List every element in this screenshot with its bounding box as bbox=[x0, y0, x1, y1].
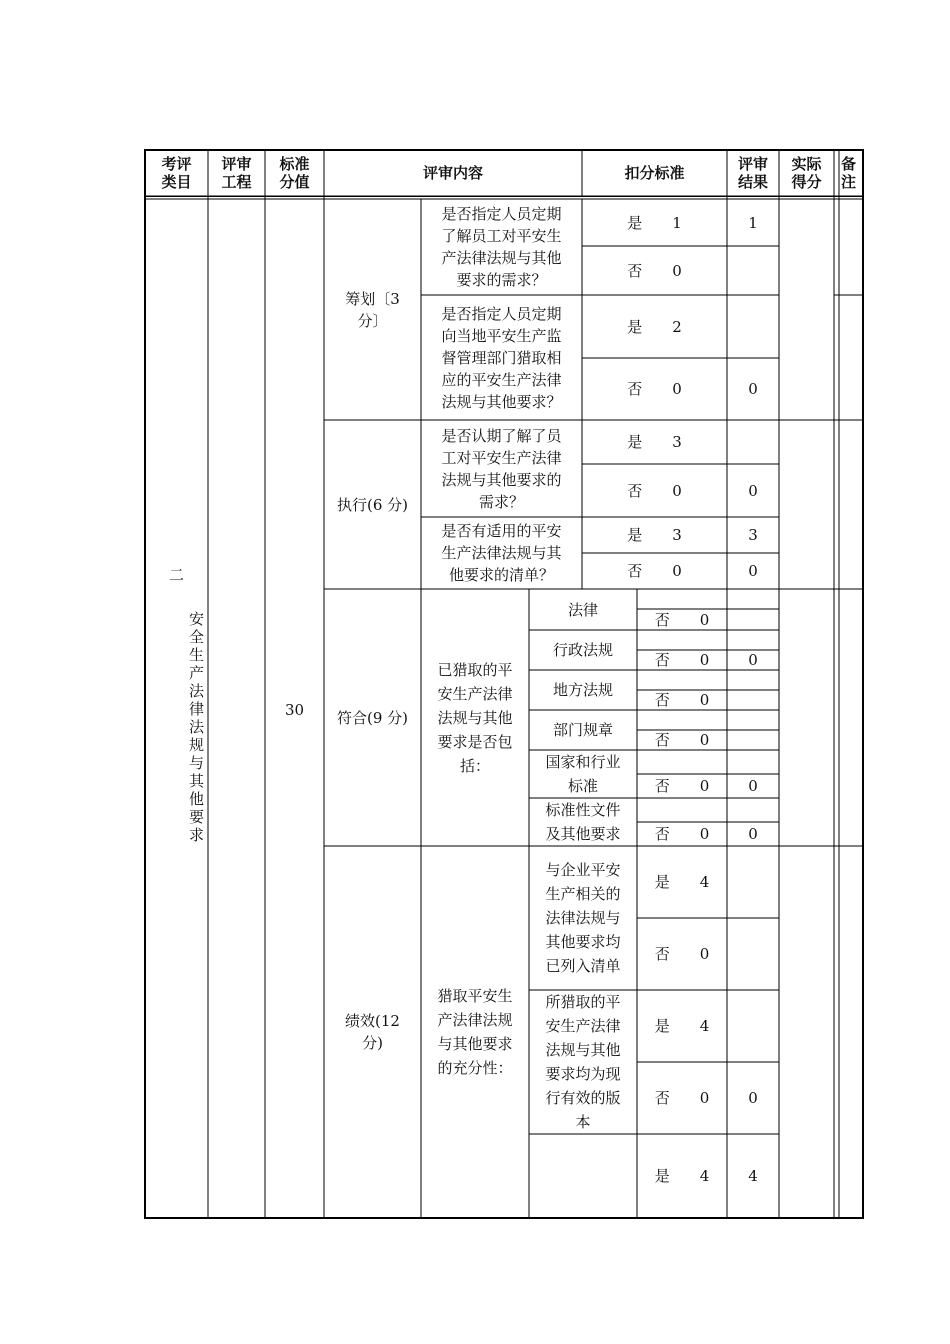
result-q1-yes: 1 bbox=[748, 213, 758, 232]
header-deduction: 扣分标准 bbox=[624, 164, 685, 182]
header-item: 评审 工程 bbox=[221, 155, 252, 191]
category-title: 安全生产法律法规与其他要求 bbox=[187, 611, 205, 845]
question-3: 是否认期了解了员 工对平安生产法律 法规与其他要求的 需求？ bbox=[441, 426, 562, 511]
section-planning: 筹划〔3 分〕 bbox=[345, 289, 400, 330]
category-number: 二 bbox=[168, 566, 184, 584]
deduction-q2-no: 否 0 bbox=[627, 380, 682, 398]
result-q4-no: 0 bbox=[748, 562, 758, 580]
result-admin-no: 0 bbox=[748, 651, 758, 669]
deduction-normative-no: 否 0 bbox=[654, 825, 710, 843]
standard-score: 30 bbox=[284, 701, 305, 719]
deduction-q3-yes: 是 3 bbox=[627, 433, 682, 451]
header-remark: 备 注 bbox=[840, 155, 856, 191]
deduction-p2-no: 否 0 bbox=[654, 1089, 710, 1107]
deduction-p1-no: 否 0 bbox=[654, 945, 710, 963]
header-content: 评审内容 bbox=[422, 164, 483, 182]
deduction-local-no: 否 0 bbox=[654, 691, 710, 709]
deduction-q1-no: 否 0 bbox=[627, 261, 682, 280]
question-1: 是否指定人员定期 了解员工对平安生 产法律法规与其他 要求的需求？ bbox=[441, 205, 562, 289]
result-q4-yes: 3 bbox=[748, 526, 758, 544]
header-standard: 标准 分值 bbox=[279, 155, 310, 191]
question-2: 是否指定人员定期 向当地平安生产监 督管理部门猎取相 应的平安生产法律 法规与其他要求？ bbox=[441, 304, 562, 411]
deduction-p3-yes: 是 4 bbox=[654, 1167, 710, 1185]
question-5: 已猎取的平 安生产法律 法规与其他 要求是否包 括： bbox=[437, 660, 513, 775]
section-execution: 执行(6 分) bbox=[336, 495, 409, 514]
deduction-law-no: 否 0 bbox=[654, 610, 710, 629]
deduction-q1-yes: 是 1 bbox=[627, 213, 682, 232]
result-normative-no: 0 bbox=[748, 825, 758, 843]
sub-criteria-2: 所猎取的平 安生产法律 法规与其他 要求均为现 行有效的版 本 bbox=[545, 993, 621, 1131]
header-result: 评审 结果 bbox=[737, 155, 768, 191]
deduction-admin-no: 否 0 bbox=[654, 651, 710, 669]
law-type-normative: 标准性文件 及其他要求 bbox=[545, 801, 621, 843]
deduction-q4-yes: 是 3 bbox=[627, 526, 682, 544]
result-q2-no: 0 bbox=[748, 380, 758, 398]
result-p2-no: 0 bbox=[748, 1089, 758, 1107]
law-type-law: 法律 bbox=[567, 600, 598, 619]
law-type-dept: 部门规章 bbox=[552, 721, 613, 739]
law-type-local: 地方法规 bbox=[552, 681, 613, 699]
deduction-dept-no: 否 0 bbox=[654, 731, 710, 749]
header-category: 考评 类目 bbox=[161, 155, 192, 191]
deduction-p2-yes: 是 4 bbox=[654, 1017, 710, 1035]
result-national-no: 0 bbox=[748, 777, 758, 795]
section-performance: 绩效(12 分) bbox=[345, 1012, 400, 1052]
deduction-q2-yes: 是 2 bbox=[627, 317, 682, 336]
question-6: 猎取平安生 产法律法规 与其他要求 的充分性： bbox=[437, 987, 513, 1077]
sub-criteria-1: 与企业平安 生产相关的 法律法规与 其他要求均 已列入清单 bbox=[545, 861, 621, 975]
question-4: 是否有适用的平安 生产法律法规与其 他要求的清单？ bbox=[441, 522, 562, 584]
deduction-q3-no: 否 0 bbox=[627, 481, 682, 500]
section-compliance: 符合(9 分) bbox=[336, 708, 409, 727]
header-actual: 实际 得分 bbox=[791, 155, 822, 191]
deduction-national-no: 否 0 bbox=[654, 777, 710, 795]
result-q3-no: 0 bbox=[748, 481, 758, 500]
law-type-national: 国家和行业 标准 bbox=[545, 753, 621, 795]
law-type-admin: 行政法规 bbox=[552, 641, 613, 659]
result-p3-yes: 4 bbox=[748, 1167, 758, 1185]
deduction-q4-no: 否 0 bbox=[627, 562, 682, 580]
deduction-p1-yes: 是 4 bbox=[654, 873, 710, 891]
